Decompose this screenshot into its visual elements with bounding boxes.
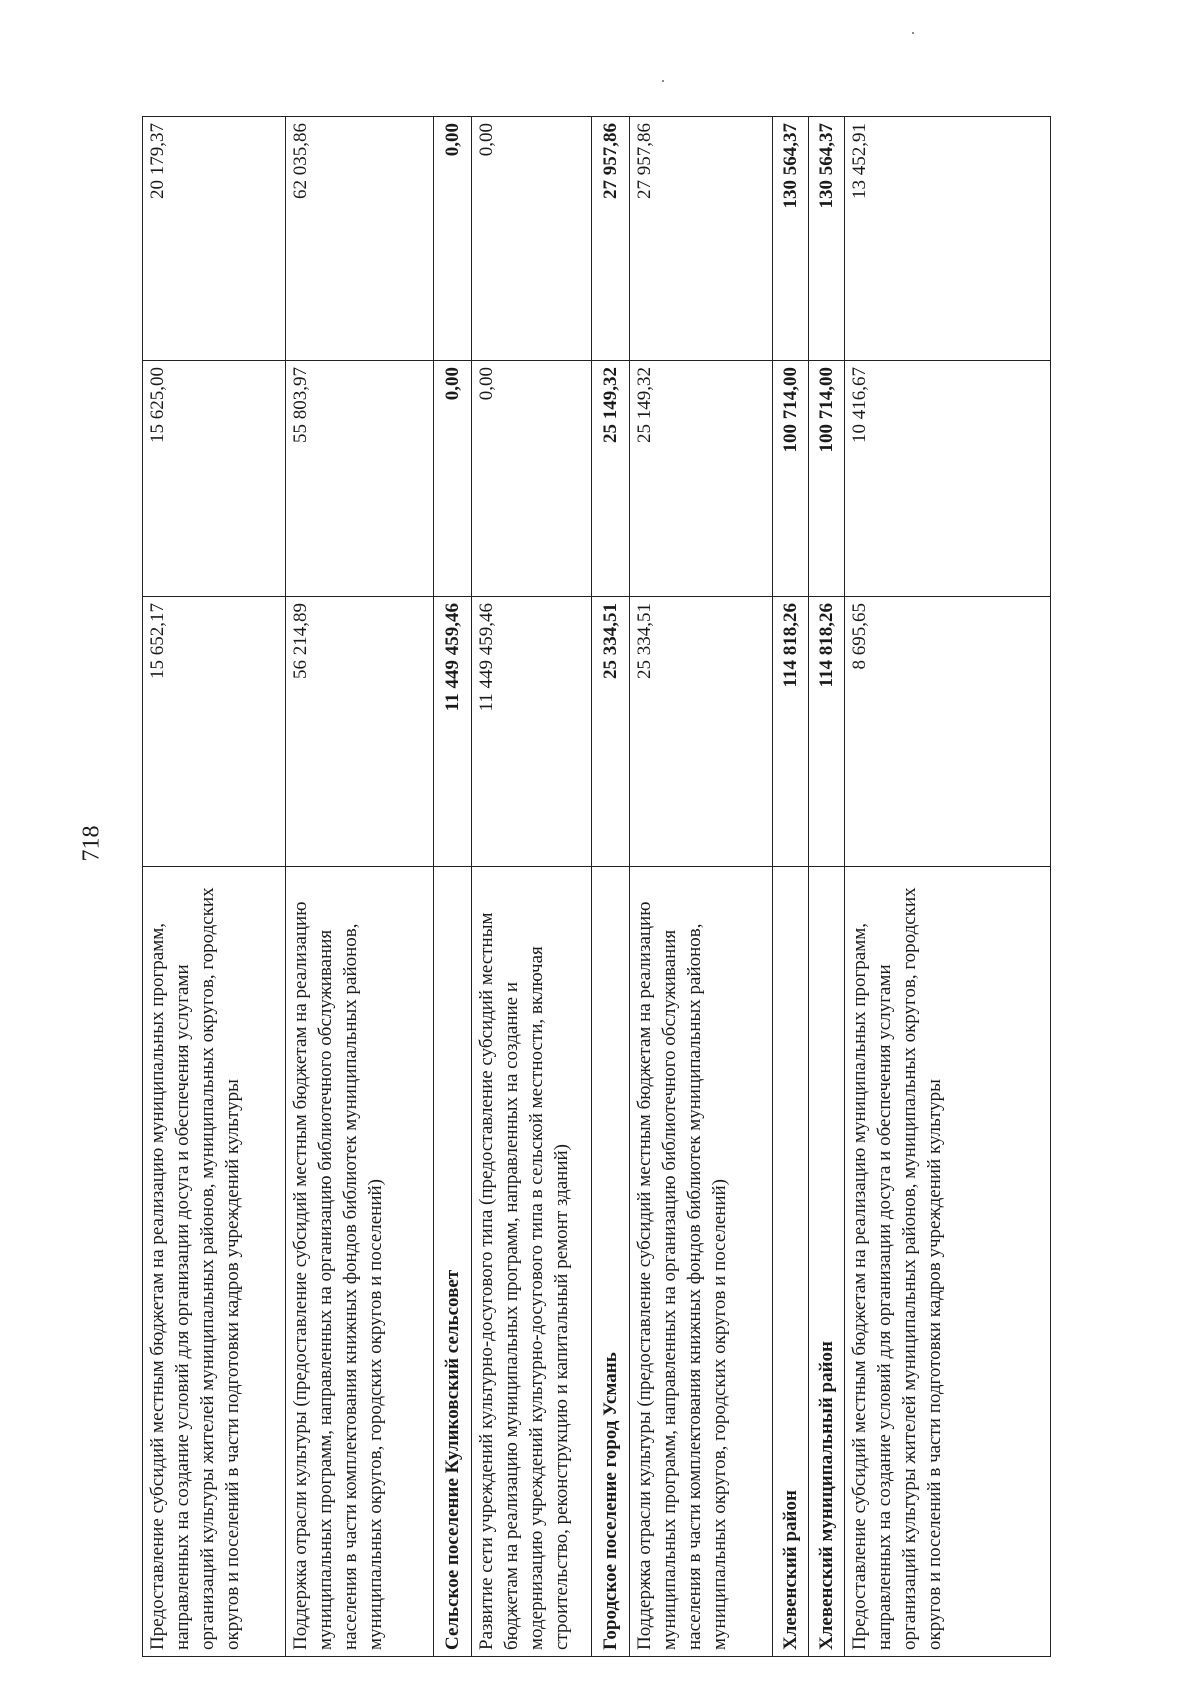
value-cell: 20 179,37 — [143, 117, 286, 361]
value-cell: 27 957,86 — [592, 117, 630, 361]
rotated-table-wrapper — [142, 117, 1050, 1657]
value-cell: 0,00 — [472, 361, 592, 597]
value-cell: 0,00 — [434, 117, 472, 361]
row-label: Предоставление субсидий местным бюджетам на реализацию муниципальных программ, направленных на создание условий для организации досуга и обеспечения услугами организаций культуры жителей муниципальных районов, муниципальных округов, городских округов и поселений в части подготовки кадров учреждений культуры — [143, 867, 286, 1657]
row-label: Предоставление субсидий местным бюджетам на реализацию муниципальных программ, направленных на создание условий для организации досуга и обеспечения услугами организаций культуры жителей муниципальных районов, муниципальных округов, городских округов и поселений в части подготовки кадров учреждений культуры — [845, 867, 1051, 1657]
table-row — [472, 117, 592, 1657]
value-cell: 13 452,91 — [845, 117, 1051, 361]
value-cell: 114 818,26 — [809, 597, 845, 867]
scan-artifact — [912, 32, 914, 34]
value-cell: 0,00 — [472, 117, 592, 361]
table-row — [592, 117, 630, 1657]
value-cell: 0,00 — [434, 361, 472, 597]
value-cell: 11 449 459,46 — [434, 597, 472, 867]
table-row — [773, 117, 809, 1657]
value-cell: 27 957,86 — [630, 117, 773, 361]
row-label: Поддержка отрасли культуры (предоставление субсидий местным бюджетам на реализацию муниципальных программ, направленных на организацию библиотечного обслуживания населения в части комплектования книжных фондов библиотек муниципальных районов, муниципальных округов, городских округов и поселений) — [630, 867, 773, 1657]
value-cell: 100 714,00 — [809, 361, 845, 597]
row-label: Поддержка отрасли культуры (предоставление субсидий местным бюджетам на реализацию муниципальных программ, направленных на организацию библиотечного обслуживания населения в части комплектования книжных фондов библиотек муниципальных районов, муниципальных округов, городских округов и поселений) — [286, 867, 434, 1657]
value-cell: 62 035,86 — [286, 117, 434, 361]
value-cell: 56 214,89 — [286, 597, 434, 867]
value-cell: 25 334,51 — [592, 597, 630, 867]
value-cell: 25 149,32 — [592, 361, 630, 597]
table-row — [809, 117, 845, 1657]
table-row — [630, 117, 773, 1657]
row-label: Развитие сети учреждений культурно-досугового типа (предоставление субсидий местным бюджетам на реализацию муниципальных программ, направленных на создание и модернизацию учреждений культурно-досугового типа в сельской местности, включая строительство, реконструкцию и капитальный ремонт зданий) — [472, 867, 592, 1657]
value-cell: 130 564,37 — [773, 117, 809, 361]
value-cell: 130 564,37 — [809, 117, 845, 361]
page-number: 718 — [78, 825, 105, 862]
value-cell: 15 625,00 — [143, 361, 286, 597]
value-cell: 100 714,00 — [773, 361, 809, 597]
budget-table — [142, 116, 1051, 1657]
table-row — [286, 117, 434, 1657]
value-cell: 55 803,97 — [286, 361, 434, 597]
value-cell: 15 652,17 — [143, 597, 286, 867]
row-label: Хлевенский муниципальный район — [809, 867, 845, 1657]
table-row — [845, 117, 1051, 1657]
value-cell: 25 334,51 — [630, 597, 773, 867]
row-label: Городское поселение город Усмань — [592, 867, 630, 1657]
scan-artifact — [662, 80, 664, 82]
value-cell: 8 695,65 — [845, 597, 1051, 867]
value-cell: 25 149,32 — [630, 361, 773, 597]
value-cell: 114 818,26 — [773, 597, 809, 867]
value-cell: 11 449 459,46 — [472, 597, 592, 867]
value-cell: 10 416,67 — [845, 361, 1051, 597]
table-row — [143, 117, 286, 1657]
row-label: Хлевенский район — [773, 867, 809, 1657]
table-row — [434, 117, 472, 1657]
row-label: Сельское поселение Куликовский сельсовет — [434, 867, 472, 1657]
